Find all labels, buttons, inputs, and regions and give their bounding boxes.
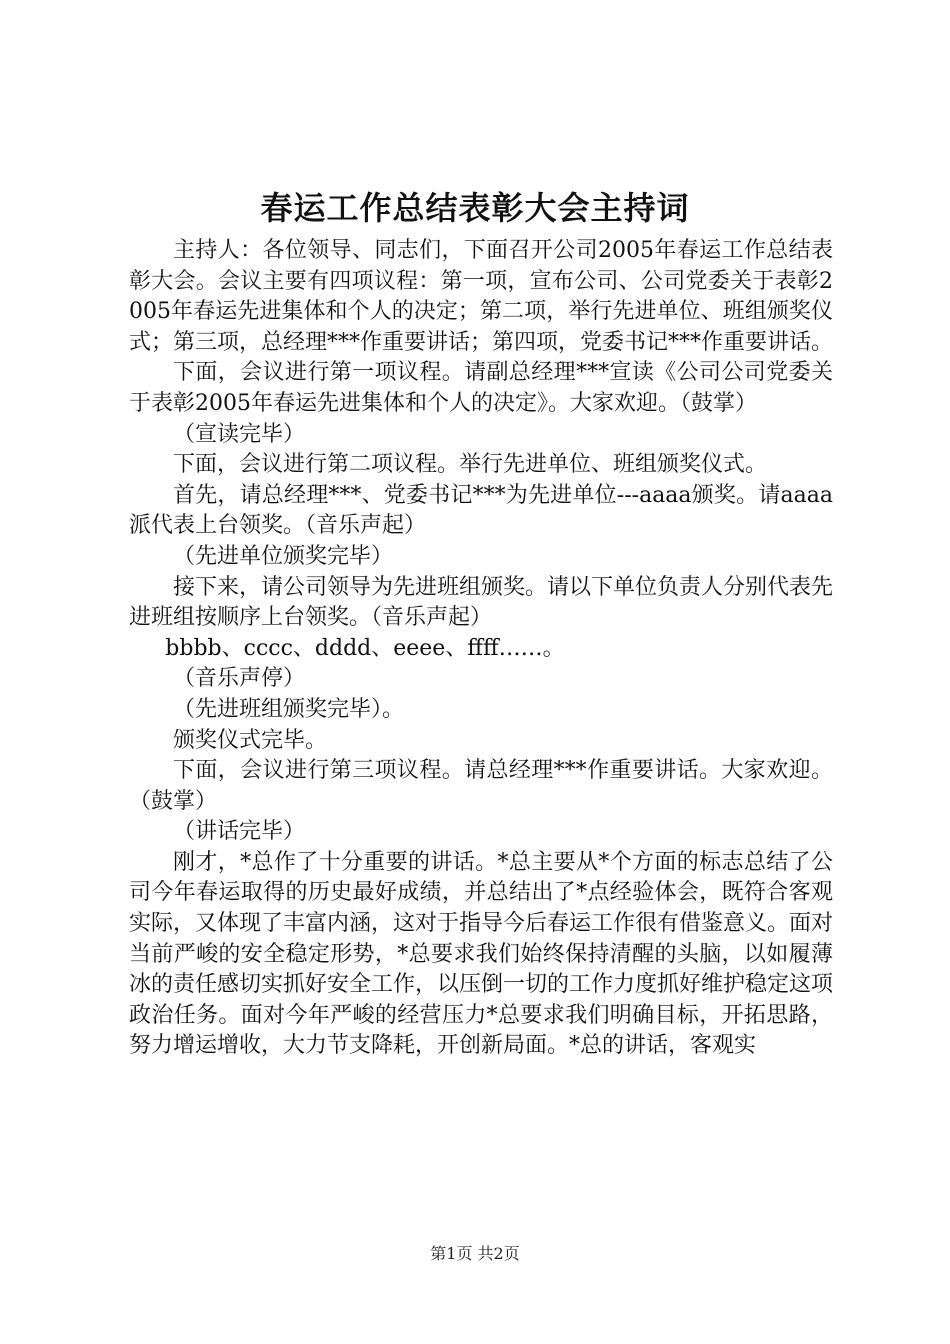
page-footer: 第1页 共2页 — [430, 1244, 520, 1263]
paragraph-ceremony-done: 颁奖仪式完毕。 — [173, 727, 328, 753]
document-title: 春运工作总结表彰大会主持词 — [260, 189, 690, 227]
paragraph-item-1: 下面，会议进行第一项议程。请副总经理***宣读《公司公司党委关于表彰2005年春运先进集体和个人的决定》。大家欢迎。（鼓掌） — [129, 360, 833, 416]
paragraph-item-2: 下面，会议进行第二项议程。举行先进单位、班组颁奖仪式。 — [173, 452, 768, 478]
paragraph-teams-done: （先进班组颁奖完毕）。 — [173, 696, 405, 722]
paragraph-reading-done: （宣读完毕） — [173, 421, 306, 447]
paragraph-award-units: 首先，请总经理***、党委书记***为先进单位---aaaa颁奖。请aaaa派代表上台领奖。（音乐声起） — [129, 482, 833, 539]
paragraph-music-stop: （音乐声停） — [173, 666, 306, 692]
paragraph-team-list: bbbb、cccc、dddd、eeee、ffff……。 — [165, 635, 565, 661]
paragraph-speech-done: （讲话完毕） — [173, 819, 306, 845]
paragraph-item-3: 下面，会议进行第三项议程。请总经理***作重要讲话。大家欢迎。（鼓掌） — [129, 758, 833, 814]
document-body — [129, 236, 833, 1062]
paragraph-units-done: （先进单位颁奖完毕） — [173, 543, 394, 569]
paragraph-speech-summary: 刚才，*总作了十分重要的讲话。*总主要从*个方面的标志总结了公司今年春运取得的历史最好成绩，并总结出了*点经验体会，既符合客观实际，又体现了丰富内涵，这对于指导今后春运工作很有借鉴意义。面对当前严峻的安全稳定形势，*总要求我们始终保持清醒的头脑，以如履薄冰的责任感切实抓好安全工作，以压倒一切的工作力度抓好维护稳定这项政治任务。面对今年严峻的经营压力*总要求我们明确目标，开拓思路，努力增运增收，大力节支降耗，开创新局面。*总的讲话，客观实 — [129, 849, 834, 1059]
paragraph-opening: 主持人：各位领导、同志们，下面召开公司2005年春运工作总结表彰大会。会议主要有四项议程：第一项，宣布公司、公司党委关于表彰2005年春运先进集体和个人的决定；第二项，举行先进单位、班组颁奖仪式；第三项，总经理***作重要讲话；第四项，党委书记***作重要讲话。 — [129, 238, 834, 355]
paragraph-award-teams: 接下来，请公司领导为先进班组颁奖。请以下单位负责人分别代表先进班组按顺序上台领奖。（音乐声起） — [129, 574, 834, 631]
